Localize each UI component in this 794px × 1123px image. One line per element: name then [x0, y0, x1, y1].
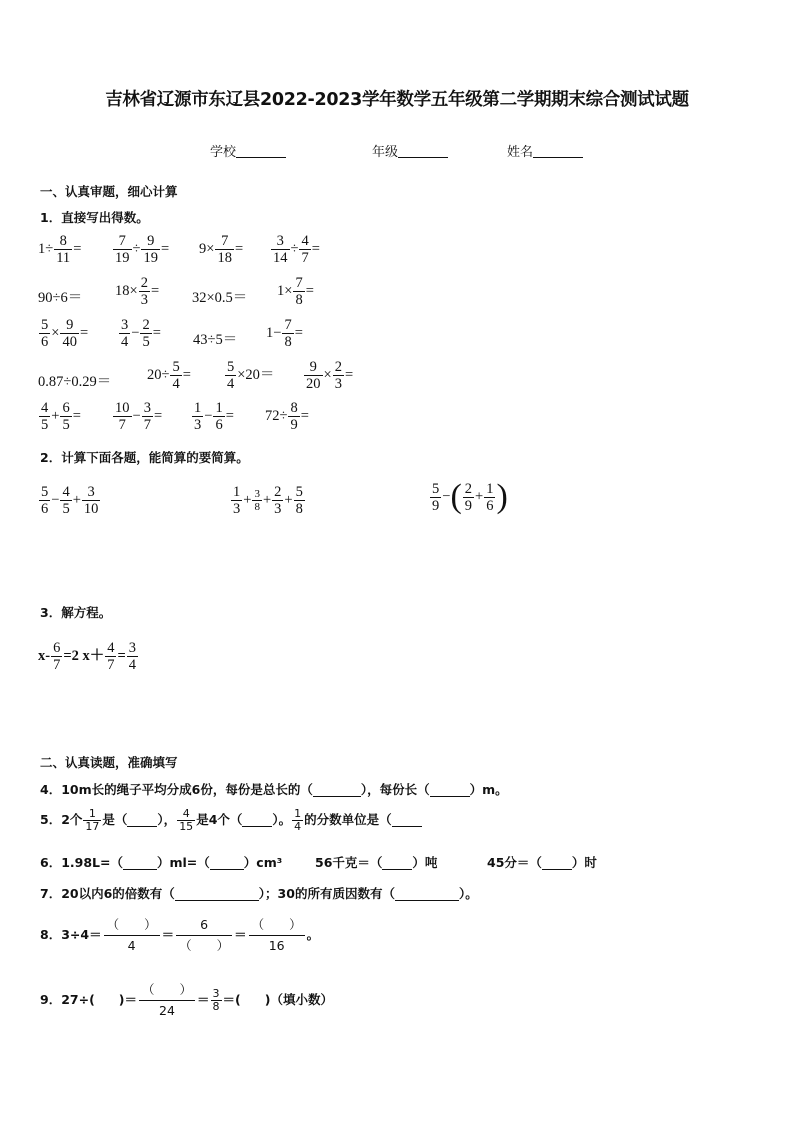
q3-label: 3．解方程。 [40, 605, 112, 620]
q1-row2-d: 1× $\frac{7}{8}$ = [277, 275, 314, 308]
q1-row1-d: $\frac{3}{14}$ ÷ $\frac{4}{7}$ = [273, 233, 320, 266]
school-field [210, 141, 286, 160]
name-blank[interactable] [533, 143, 583, 158]
q1-row2-a: 90÷6＝ [38, 290, 83, 306]
school-blank[interactable] [236, 143, 286, 158]
q6-text: 6．1.98L=（ ）ml=（ ）cm³ [40, 855, 283, 870]
q5-blank-1[interactable] [127, 812, 157, 827]
q1-row4-c: $\frac{5}{4}$ ×20＝ [227, 359, 275, 392]
q6-blank-1[interactable] [123, 855, 157, 870]
q7-blank-2[interactable] [395, 886, 459, 901]
name-field [507, 141, 583, 160]
page-title: 吉林省辽源市东辽县2022-2023学年数学五年级第二学期期末综合测试试题 [105, 90, 689, 110]
grade-field [372, 141, 448, 160]
q5-blank-2[interactable] [242, 812, 272, 827]
q1-row1-a: 1÷ $\frac{8}{11}$ = [38, 233, 82, 266]
q6-blank-4[interactable] [542, 855, 572, 870]
q1-row2-c: 32×0.5＝ [192, 290, 248, 306]
name-label: 姓名 [507, 145, 534, 160]
q6-blank-3[interactable] [382, 855, 412, 870]
q1-row3-a: $\frac{5}{6}$ × $\frac{9}{40}$ = [41, 317, 89, 350]
q5-blank-3[interactable] [392, 812, 422, 827]
q1-row5-a: $\frac{4}{5}$ + $\frac{6}{5}$ = [41, 400, 81, 433]
q1-row3-d: 1− $\frac{7}{8}$ = [266, 317, 303, 350]
q7-blank-1[interactable] [175, 886, 259, 901]
section-1-title: 一、认真审题，细心计算 [40, 184, 178, 199]
q2-expr-2: $\frac{1}{3}$ + $\frac{3}{8}$ + $\frac{2}{3}$ + $\frac{5}{8}$ [233, 484, 303, 517]
q1-row4-d: $\frac{9}{20}$ × $\frac{2}{3}$ = [306, 359, 354, 392]
q2-label: 2．计算下面各题，能简算的要简算。 [40, 450, 249, 465]
q6-text-2: 56千克＝（ ）吨 [315, 855, 438, 870]
grade-label: 年级 [372, 145, 399, 160]
q3-equations: x- $\frac{6}{7}$ =2 x＋ $\frac{4}{7}$ = $\frac{3}{4}$ [38, 640, 136, 673]
q5-text: 5．2个 $\frac{1}{17}$ 是（ ）， $\frac{4}{15}$ 是4个（ ）。 $\frac{1}{4}$ 的分数单位是（ [40, 808, 422, 833]
q4-blank-2[interactable] [430, 782, 470, 797]
q1-row2-b: 18× $\frac{2}{3}$ = [115, 275, 160, 308]
q9-blank-1[interactable] [95, 993, 119, 1007]
q2-expr-3: $\frac{5}{9}$ −( $\frac{2}{9}$ + $\frac{1}{6}$ ) [432, 478, 508, 515]
q1-row4-a: 0.87÷0.29＝ [38, 374, 112, 390]
school-label: 学校 [210, 145, 237, 160]
q1-row3-b: $\frac{3}{4}$ − $\frac{2}{5}$ = [121, 317, 161, 350]
q1-row1-c: 9× $\frac{7}{18}$ = [199, 233, 244, 266]
q1-label: 1．直接写出得数。 [40, 210, 149, 225]
q1-row3-c: 43÷5＝ [193, 332, 238, 348]
q6-blank-2[interactable] [210, 855, 244, 870]
q1-row5-b: $\frac{10}{7}$ − $\frac{3}{7}$ = [115, 400, 163, 433]
q4-blank-1[interactable] [313, 782, 361, 797]
q7-text: 7．20以内6的倍数有（ ）；30的所有质因数有（ ）。 [40, 886, 478, 901]
q8-text: 8．3÷4＝ （ ） 4 ＝ 6 （ ） ＝ （ ） 16 。 [40, 917, 320, 953]
q1-row5-c: $\frac{1}{3}$ − $\frac{1}{6}$ = [194, 400, 234, 433]
q6-text-3: 45分＝（ ）时 [487, 855, 597, 870]
q2-expr-1: $\frac{5}{6}$ − $\frac{4}{5}$ + $\frac{3}{10}$ [41, 484, 99, 517]
q1-row4-b: 20÷ $\frac{5}{4}$ = [147, 359, 191, 392]
q1-row5-d: 72÷ $\frac{8}{9}$ = [265, 400, 309, 433]
q4-text: 4．10m长的绳子平均分成6份，每份是总长的（ ），每份长（ ）m。 [40, 782, 508, 797]
grade-blank[interactable] [398, 143, 448, 158]
q1-row1-b: $\frac{7}{19}$ ÷ $\frac{9}{19}$ = [115, 233, 170, 266]
section-2-title: 二、认真读题，准确填写 [40, 755, 178, 770]
q9-text: 9．27÷( )＝ （ ） 24 ＝ $\frac{3}{8}$ ＝( )（填小数） [40, 982, 333, 1018]
q9-blank-2[interactable] [241, 993, 265, 1007]
